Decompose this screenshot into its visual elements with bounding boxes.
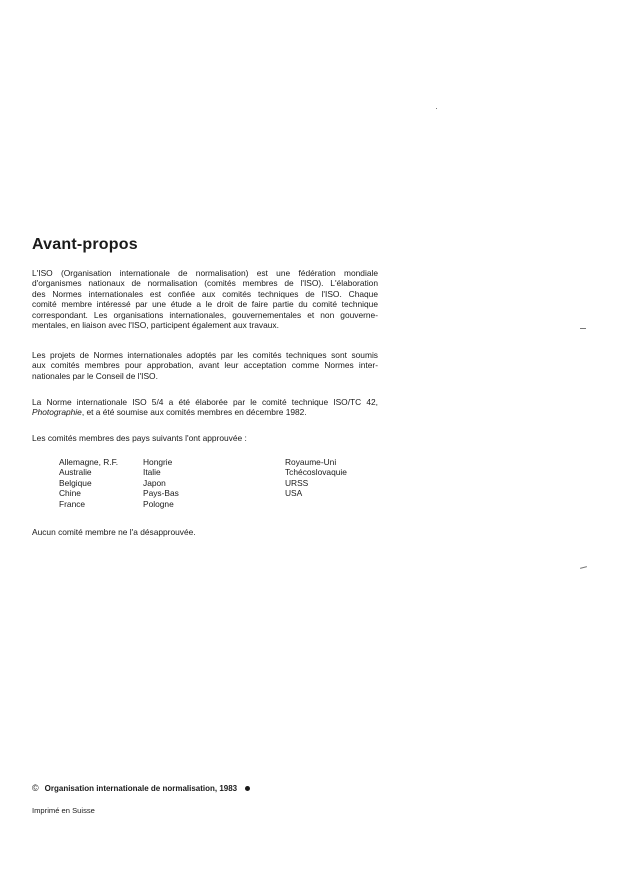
page-title: Avant-propos xyxy=(32,236,138,253)
text-line: L'ISO (Organisation internationale de normalisation) est une fédération mondiale xyxy=(32,268,378,278)
country-item: Tchécoslovaquie xyxy=(285,467,347,478)
printed-in: Imprimé en Suisse xyxy=(32,806,95,815)
text-line: comité membre intéressé par une étude a le droit de faire partie du comité technique xyxy=(32,299,378,310)
country-item: Japon xyxy=(143,477,166,488)
paragraph-iso-intro xyxy=(32,268,378,330)
country-item: Pays-Bas xyxy=(143,488,179,499)
country-column-3 xyxy=(285,457,347,499)
paragraph-standard-info xyxy=(32,397,378,418)
country-item: Belgique xyxy=(59,477,92,488)
text-line: aux comités membres pour approbation, avant leur acceptation comme Normes inter- xyxy=(32,360,378,371)
bullet-icon xyxy=(245,786,250,791)
country-item: France xyxy=(59,498,86,509)
text-line: Les projets de Normes internationales adoptés par les comités techniques sont soumis xyxy=(32,350,378,360)
country-column-1 xyxy=(59,457,118,509)
text-line: Aucun comité membre ne l'a désapprouvée. xyxy=(32,527,196,537)
copyright-notice xyxy=(32,783,250,793)
text-line: La Norme internationale ISO 5/4 a été élaborée par le comité technique ISO/TC 42, xyxy=(32,397,378,407)
country-item: Chine xyxy=(59,488,81,499)
country-item: USA xyxy=(285,488,303,499)
paragraph-members-approved xyxy=(32,433,378,443)
country-item: Royaume-Uni xyxy=(285,457,337,467)
text-line: Les comités membres des pays suivants l'ont approuvée : xyxy=(32,433,247,443)
copyright-icon: © xyxy=(32,783,39,793)
scan-mark xyxy=(580,328,586,329)
paragraph-no-disapproval xyxy=(32,527,378,537)
country-item: Pologne xyxy=(143,498,174,509)
country-item: Allemagne, R.F. xyxy=(59,457,119,467)
country-item: Hongrie xyxy=(143,457,173,467)
text-line: d'organismes nationaux de normalisation (comités membres de l'ISO). L'élaboration xyxy=(32,278,378,289)
committee-title: Photographie xyxy=(32,407,82,418)
scan-mark xyxy=(580,566,587,569)
country-item: Australie xyxy=(59,467,92,478)
paragraph-approval-process xyxy=(32,350,378,381)
text-line: mentales, en liaison avec l'ISO, participent également aux travaux. xyxy=(32,320,279,331)
text-line: nationales par le Conseil de l'ISO. xyxy=(32,370,158,381)
text-fragment: , et a été soumise aux comités membres en décembre 1982. xyxy=(81,407,307,418)
scan-mark xyxy=(436,108,437,109)
text-line xyxy=(32,407,378,417)
country-item: Italie xyxy=(143,467,161,478)
country-item: URSS xyxy=(285,477,309,488)
text-line: correspondant. Les organisations internationales, gouvernementales et non gouverne- xyxy=(32,309,378,320)
country-column-2 xyxy=(143,457,179,509)
text-line: des Normes internationales est confiée aux comités techniques de l'ISO. Chaque xyxy=(32,288,378,299)
copyright-text: Organisation internationale de normalisation, 1983 xyxy=(44,784,238,793)
